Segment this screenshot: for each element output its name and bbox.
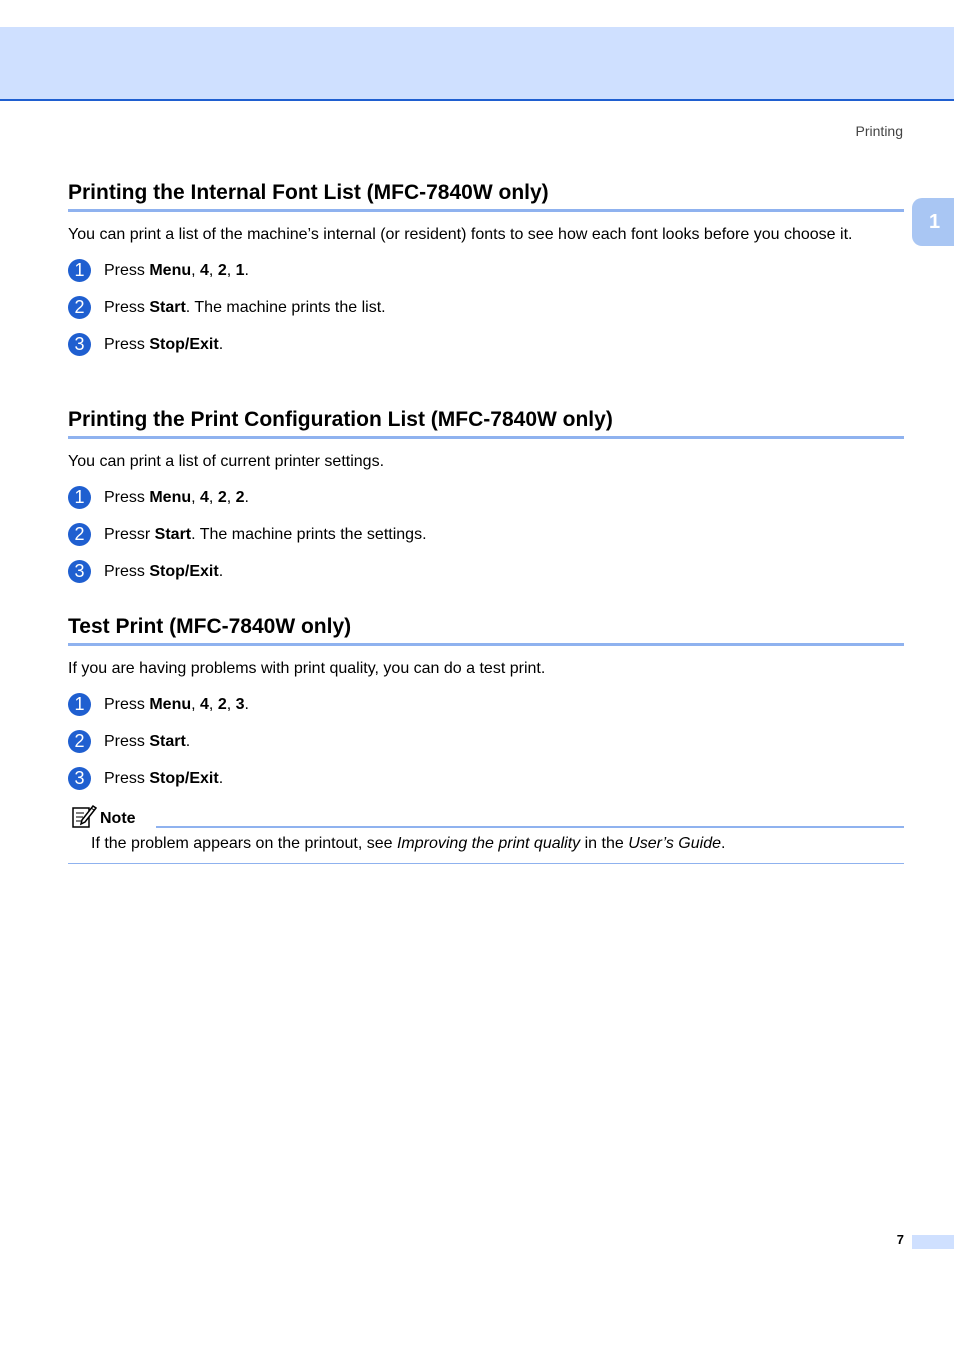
key-name: 4 bbox=[200, 488, 209, 506]
key-name: 2 bbox=[235, 488, 245, 506]
step-item bbox=[68, 560, 904, 583]
section-intro: You can print a list of the machine’s internal (or resident) fonts to see how each font looks before you choose it. bbox=[68, 226, 853, 243]
chapter-tab: 1 bbox=[912, 198, 954, 246]
step-instruction bbox=[104, 262, 249, 280]
section-intro: If you are having problems with print quality, you can do a test print. bbox=[68, 660, 546, 677]
step-text: Press bbox=[104, 562, 150, 580]
step-item bbox=[68, 767, 904, 790]
section-title: Test Print (MFC-7840W only) bbox=[68, 614, 904, 646]
section-internal-font-list bbox=[68, 180, 904, 370]
step-text: Press bbox=[104, 695, 150, 713]
key-name: Stop/Exit bbox=[149, 335, 219, 353]
step-list bbox=[68, 486, 904, 583]
note-text bbox=[68, 829, 904, 864]
header-band bbox=[0, 27, 954, 101]
key-name: Stop/Exit bbox=[149, 769, 219, 787]
step-text: . bbox=[244, 695, 249, 713]
key-name: 4 bbox=[200, 261, 209, 279]
key-name: Menu bbox=[149, 695, 192, 713]
step-item bbox=[68, 333, 904, 356]
step-text: Press bbox=[104, 298, 150, 316]
section-intro: You can print a list of current printer settings. bbox=[68, 453, 385, 470]
key-name: Start bbox=[149, 732, 186, 750]
step-instruction bbox=[104, 696, 249, 714]
reference-text: Improving the print quality bbox=[396, 835, 581, 852]
step-text: , bbox=[191, 488, 201, 506]
step-instruction bbox=[104, 526, 427, 544]
key-name: 2 bbox=[217, 488, 227, 506]
key-name: 2 bbox=[217, 261, 227, 279]
step-item bbox=[68, 693, 904, 716]
step-text: , bbox=[191, 261, 201, 279]
step-text: , bbox=[191, 695, 201, 713]
note-rule bbox=[156, 826, 904, 828]
step-number-badge: 2 bbox=[68, 523, 91, 546]
section-title: Printing the Print Configuration List (MFC-7840W only) bbox=[68, 407, 904, 439]
step-text: If the problem appears on the printout, see bbox=[91, 835, 397, 852]
page-number: 7 bbox=[896, 1232, 904, 1247]
step-text: Press bbox=[104, 732, 150, 750]
step-text: . The machine prints the settings. bbox=[191, 525, 427, 543]
key-name: Start bbox=[149, 298, 186, 316]
step-item bbox=[68, 523, 904, 546]
page-tab bbox=[912, 1235, 954, 1249]
step-text: Pressr bbox=[104, 525, 155, 543]
step-text: . bbox=[218, 769, 224, 787]
step-instruction bbox=[104, 733, 190, 751]
key-name: Menu bbox=[149, 261, 192, 279]
step-text: Press bbox=[104, 335, 150, 353]
section-test-print bbox=[68, 614, 904, 804]
key-name: 1 bbox=[235, 261, 245, 279]
step-number-badge: 1 bbox=[68, 259, 91, 282]
reference-text: User’s Guide bbox=[628, 835, 721, 852]
key-name: Stop/Exit bbox=[149, 562, 219, 580]
step-instruction bbox=[104, 770, 223, 788]
step-instruction bbox=[104, 336, 223, 354]
step-text: , bbox=[226, 695, 236, 713]
step-text: Press bbox=[104, 261, 150, 279]
step-text: . The machine prints the list. bbox=[185, 298, 386, 316]
step-text: , bbox=[226, 261, 236, 279]
step-text: , bbox=[208, 488, 218, 506]
step-number-badge: 2 bbox=[68, 296, 91, 319]
step-text: , bbox=[226, 488, 236, 506]
running-header: Printing bbox=[855, 123, 903, 139]
step-number-badge: 1 bbox=[68, 693, 91, 716]
step-text: , bbox=[208, 695, 218, 713]
note-header bbox=[68, 803, 904, 829]
step-number-badge: 3 bbox=[68, 560, 91, 583]
note-label: Note bbox=[100, 810, 136, 827]
step-number-badge: 3 bbox=[68, 767, 91, 790]
key-name: Start bbox=[154, 525, 192, 543]
step-instruction bbox=[104, 299, 386, 317]
step-number-badge: 3 bbox=[68, 333, 91, 356]
step-instruction bbox=[104, 489, 249, 507]
step-text: . bbox=[185, 732, 191, 750]
note-box bbox=[68, 803, 904, 864]
section-title: Printing the Internal Font List (MFC-7840W only) bbox=[68, 180, 904, 212]
step-list bbox=[68, 259, 904, 356]
step-item bbox=[68, 259, 904, 282]
step-number-badge: 1 bbox=[68, 486, 91, 509]
step-text: . bbox=[244, 488, 249, 506]
step-text: , bbox=[208, 261, 218, 279]
step-text: . bbox=[244, 261, 249, 279]
section-print-configuration-list bbox=[68, 407, 904, 597]
step-text: in the bbox=[580, 835, 629, 852]
key-name: 4 bbox=[200, 695, 209, 713]
key-name: Menu bbox=[149, 488, 192, 506]
step-instruction bbox=[104, 563, 223, 581]
step-text: . bbox=[218, 335, 224, 353]
step-list bbox=[68, 693, 904, 790]
step-number-badge: 2 bbox=[68, 730, 91, 753]
step-text: Press bbox=[104, 769, 150, 787]
key-name: 2 bbox=[217, 695, 227, 713]
step-text: Press bbox=[104, 488, 150, 506]
note-pencil-icon bbox=[71, 803, 97, 829]
key-name: 3 bbox=[235, 695, 245, 713]
step-text: . bbox=[720, 835, 726, 852]
step-item bbox=[68, 730, 904, 753]
step-text: . bbox=[218, 562, 224, 580]
step-item bbox=[68, 486, 904, 509]
step-item bbox=[68, 296, 904, 319]
